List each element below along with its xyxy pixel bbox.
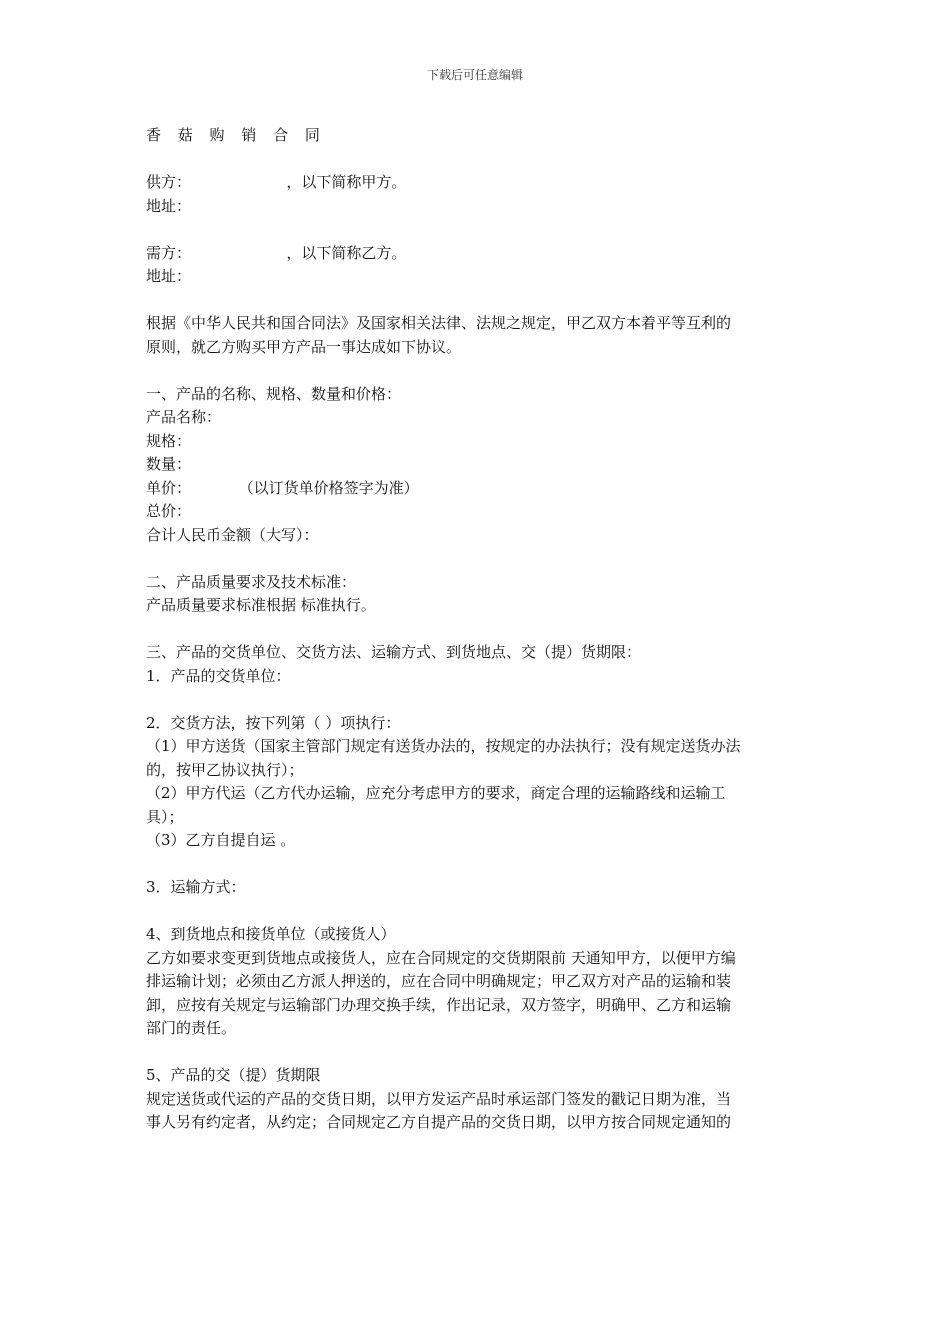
section2-heading: 二、产品质量要求及技术标准： <box>146 572 357 591</box>
supplier-line: 供方： ，以下简称甲方。 <box>146 173 407 191</box>
item2-delivery-method: 2．交货方法，按下列第（ ）项执行： <box>146 713 401 732</box>
buyer-address: 地址： <box>146 267 192 285</box>
spacer <box>146 289 816 313</box>
quality-standard: 产品质量要求标准根据 标准执行。 <box>146 596 376 614</box>
total-price-field: 总价： <box>146 502 192 520</box>
item2-option2-line-a: （2）甲方代运（乙方代办运输，应充分考虑甲方的要求，商定合理的运输路线和运输工 <box>146 784 726 802</box>
spacer <box>146 547 816 571</box>
item4-paragraph-line-4: 部门的责任。 <box>146 1019 237 1037</box>
item1-delivery-unit: 1．产品的交货单位： <box>146 666 291 685</box>
item5-paragraph-line-2: 事人另有约定者，从约定；合同规定乙方自提产品的交货日期，以甲方按合同规定通知的 <box>146 1113 732 1131</box>
unit-price-field: 单价： （以订货单价格签字为准） <box>146 478 419 497</box>
spacer <box>146 853 816 877</box>
header-note: 下载后可任意编辑 <box>426 68 523 82</box>
item5-heading: 5、产品的交（提）货期限 <box>146 1066 321 1084</box>
item2-option3: （3）乙方自提自运 。 <box>146 831 296 849</box>
contract-body <box>146 124 816 1135</box>
item2-option2-line-b: 具）； <box>146 807 184 826</box>
section3-heading: 三、产品的交货单位、交货方法、运输方式、到货地点、交（提）货期限： <box>146 643 642 661</box>
product-name-field: 产品名称： <box>146 408 222 426</box>
supplier-address: 地址： <box>146 196 192 215</box>
total-rmb-field: 合计人民币金额（大写）： <box>146 525 319 544</box>
document-title: 香 菇 购 销 合 同 <box>146 126 326 144</box>
spacer <box>146 218 816 242</box>
item4-paragraph-line-3: 卸，应按有关规定与运输部门办理交换手续，作出记录，双方签字，明确甲、乙方和运输 <box>146 995 732 1014</box>
quantity-field: 数量： <box>146 455 192 473</box>
spec-field: 规格： <box>146 431 192 450</box>
section1-heading: 一、产品的名称、规格、数量和价格： <box>146 384 402 403</box>
spacer <box>146 148 816 172</box>
item2-option1-line-a: （1）甲方送货（国家主管部门规定有送货办法的，按规定的办法执行；没有规定送货办法 <box>146 737 741 755</box>
spacer <box>146 688 816 712</box>
item2-option1-line-b: 的，按甲乙协议执行）； <box>146 760 304 779</box>
item4-heading: 4、到货地点和接货单位（或接货人） <box>146 925 396 943</box>
item3-transport-mode: 3．运输方式： <box>146 878 246 896</box>
preamble-line-1: 根据《中华人民共和国合同法》及国家相关法律、法规之规定，甲乙双方本着平等互利的 <box>146 314 732 332</box>
buyer-line: 需方： ，以下简称乙方。 <box>146 243 407 262</box>
spacer <box>146 359 816 383</box>
spacer <box>146 618 816 642</box>
item4-paragraph-line-1: 乙方如要求变更到货地点或接货人，应在合同规定的交货期限前 天通知甲方，以便甲方编 <box>146 948 736 967</box>
spacer <box>146 900 816 924</box>
preamble-line-2: 原则，就乙方购买甲方产品一事达成如下协议。 <box>146 337 462 356</box>
item5-paragraph-line-1: 规定送货或代运的产品的交货日期，以甲方发运产品时承运部门签发的戳记日期为准，当 <box>146 1089 732 1108</box>
item4-paragraph-line-2: 排运输计划；必须由乙方派人押送的，应在合同中明确规定；甲乙双方对产品的运输和装 <box>146 972 732 990</box>
spacer <box>146 1041 816 1065</box>
